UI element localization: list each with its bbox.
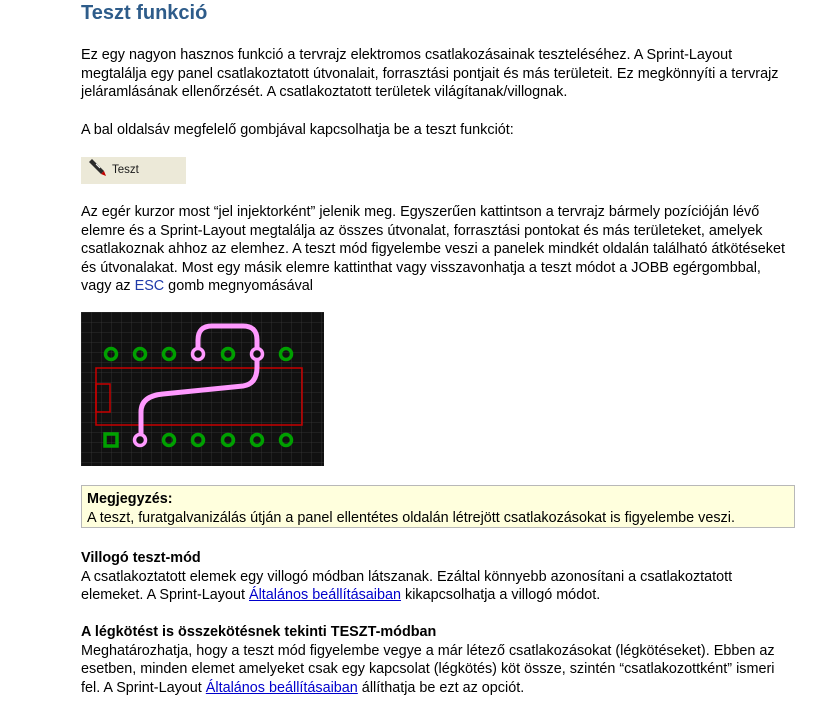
esc-key-text: ESC	[134, 278, 165, 294]
section-airwire	[81, 623, 793, 697]
cursor-text-before: Az egér kurzor most “jel injektorként” jelenik meg. Egyszerűen kattintson a tervrajz bármely pozícióján lévő elemre és a Sprint-Layout megtalálja az összes útvonalat, forrasztási pontokat és más területeket, amelyek csatlakoznak ahhoz az elemhez. A teszt mód figyelembe veszi a panelek mindkét oldalán található átkötéseket és útvonalakat. Most egy másik elemre kattinthat vagy visszavonhatja a teszt módot a JOBB egérgombbal, vagy az	[81, 204, 785, 294]
pad-highlighted	[252, 349, 263, 360]
probe-icon	[87, 157, 107, 184]
intro-paragraph: Ez egy nagyon hasznos funkció a tervrajz elektromos csatlakozásainak teszteléséhez. A Sprint-Layout megtalálja egy panel csatlakoztatott útvonalait, forrasztási pontjait és más területeit. Ez megkönnyíti a tervrajz jeláramlásának ellenőrzését. A csatlakoztatott területek világítanak/villognak.	[81, 47, 779, 100]
test-button[interactable]	[81, 157, 186, 184]
sidebar-hint-paragraph: A bal oldalsáv megfelelő gombjával kapcsolhatja be a teszt funkciót:	[81, 122, 514, 138]
page-title: Teszt funkció	[81, 2, 208, 24]
section-airwire-text-before: Meghatározhatja, hogy a teszt mód figyelembe vegye a már létező csatlakozásokat (légkötéseket). Ebben az esetben, minden elemet amelyeket csak egy kapcsolat (légkötés) köt össze, szintén “csatlakozottként” ismeri fel. A Sprint-Layout	[81, 642, 775, 696]
note-heading: Megjegyzés:	[87, 491, 173, 507]
section-blink-text-after: kikapcsolhatja a villogó módot.	[401, 587, 601, 603]
section-blink-text-before: A csatlakoztatott elemek egy villogó módban látszanak. Ezáltal könnyebb azonosítani a csatlakoztatott elemeket. A Sprint-Layout	[81, 568, 733, 603]
cursor-paragraph	[81, 203, 793, 296]
pad-highlighted	[135, 435, 146, 446]
test-button-label: Teszt	[112, 164, 139, 177]
cursor-text-after: gomb megnyomásával	[164, 278, 313, 294]
pcb-test-illustration	[81, 312, 324, 466]
section-blink-heading: Villogó teszt-mód	[81, 550, 201, 566]
pad-highlighted	[193, 349, 204, 360]
section-blink	[81, 549, 793, 605]
general-settings-link[interactable]: Általános beállításaiban	[249, 587, 402, 603]
note-box	[81, 485, 795, 528]
section-airwire-heading: A légkötést is összekötésnek tekinti TESZT-módban	[81, 624, 437, 640]
note-text: A teszt, furatgalvanizálás útján a panel ellentétes oldalán létrejött csatlakozásokat is figyelembe veszi.	[87, 509, 735, 526]
section-airwire-text-after: állíthatja be ezt az opciót.	[357, 679, 525, 696]
general-settings-link-2[interactable]: Általános beállításaiban	[205, 679, 358, 696]
